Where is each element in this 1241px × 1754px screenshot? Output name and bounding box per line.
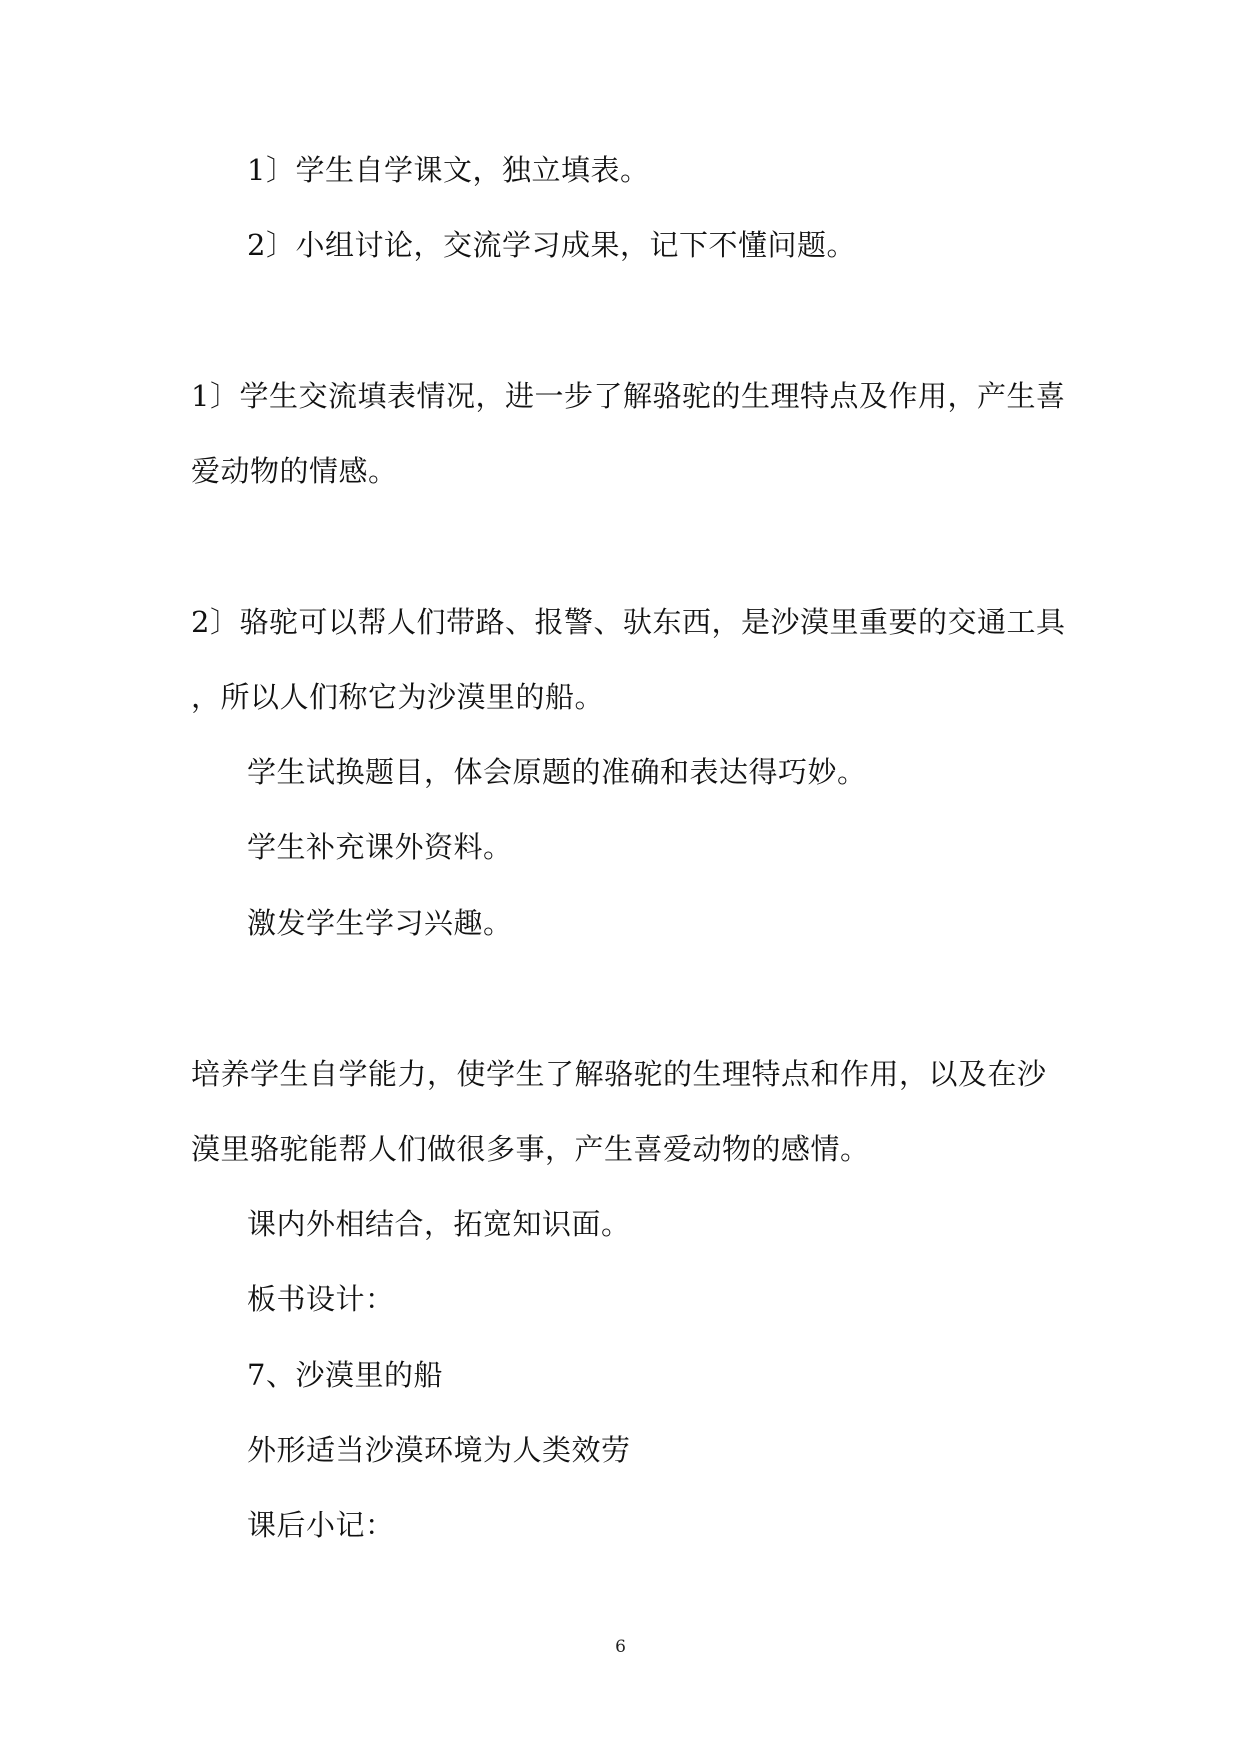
text-line: ，所以人们称它为沙漠里的船。 bbox=[191, 680, 605, 714]
text-line: 2〕骆驼可以帮人们带路、报警、驮东西，是沙漠里重要的交通工具 bbox=[191, 605, 1066, 639]
text-line: 漠里骆驼能帮人们做很多事，产生喜爱动物的感情。 bbox=[191, 1132, 870, 1166]
text-line: 爱动物的情感。 bbox=[191, 454, 398, 488]
text-line: 7、沙漠里的船 bbox=[247, 1358, 443, 1392]
text-line: 学生试换题目，体会原题的准确和表达得巧妙。 bbox=[247, 755, 867, 789]
page-number: 6 bbox=[615, 1637, 626, 1657]
text-line: 学生补充课外资料。 bbox=[247, 830, 513, 864]
text-line: 2〕小组讨论，交流学习成果，记下不懂问题。 bbox=[247, 228, 856, 262]
text-line: 1〕学生交流填表情况，进一步了解骆驼的生理特点及作用，产生喜 bbox=[191, 379, 1066, 413]
text-line: 课后小记： bbox=[247, 1508, 395, 1542]
text-line: 1〕学生自学课文，独立填表。 bbox=[247, 153, 650, 187]
text-line: 板书设计： bbox=[247, 1282, 395, 1316]
text-line: 培养学生自学能力，使学生了解骆驼的生理特点和作用，以及在沙 bbox=[191, 1057, 1047, 1091]
text-line: 激发学生学习兴趣。 bbox=[247, 906, 513, 940]
text-line: 外形适当沙漠环境为人类效劳 bbox=[247, 1433, 631, 1467]
text-line: 课内外相结合，拓宽知识面。 bbox=[247, 1207, 631, 1241]
